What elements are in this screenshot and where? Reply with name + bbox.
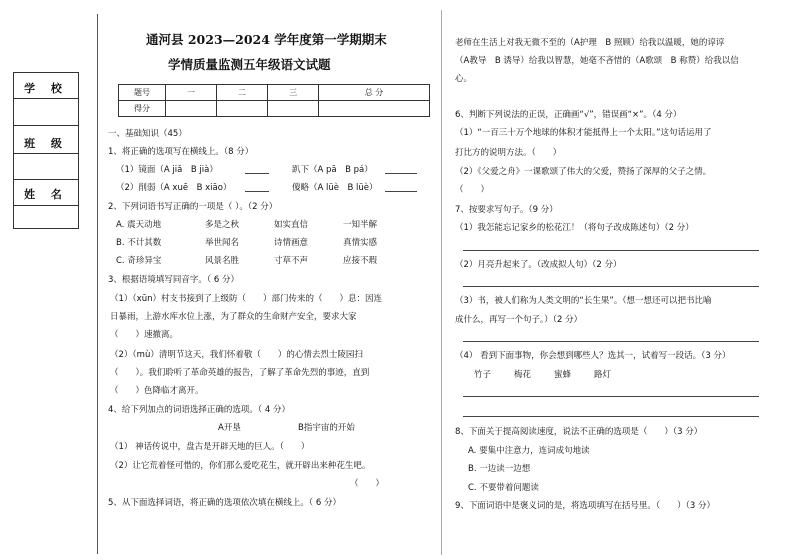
school-label: 学 校 bbox=[24, 82, 68, 95]
q3-text: （ ）速撤离。 bbox=[110, 330, 179, 340]
q1-item: （1）镜面（A jiǎ B jià） bbox=[116, 165, 218, 175]
student-info-box bbox=[13, 72, 79, 229]
q2-option: B. 不计其数 bbox=[116, 238, 162, 248]
divider bbox=[14, 125, 78, 126]
score-header: 题号 bbox=[119, 85, 166, 101]
q2-option: 应接不瑕 bbox=[343, 256, 378, 266]
q4-text: （ ） bbox=[350, 479, 385, 489]
q2-option: A. 震天动地 bbox=[116, 220, 162, 230]
q7-item: 梅花 bbox=[514, 370, 532, 380]
binding-line bbox=[97, 14, 98, 554]
score-cell[interactable] bbox=[217, 101, 268, 117]
q4-option: B指宇宙的开始 bbox=[298, 423, 355, 433]
question-8: 8、下面关于提高阅读速度，说法不正确的选项是（ ）（3 分） bbox=[455, 427, 703, 437]
question-9: 9、下面词语中是褒义词的是，将选项填写在括号里。（ ）（3 分） bbox=[455, 501, 716, 511]
q4-option: A开垦 bbox=[218, 423, 241, 433]
q2-option: 诗情画意 bbox=[274, 238, 309, 248]
q2-option: 寸草不声 bbox=[274, 256, 309, 266]
q7-item: 路灯 bbox=[594, 370, 612, 380]
divider bbox=[14, 205, 78, 206]
q8-option: C. 不要带着问题读 bbox=[468, 483, 539, 493]
q6-text: 打比方的说明方法。（ ） bbox=[455, 148, 562, 158]
answer-line[interactable] bbox=[245, 191, 269, 192]
score-cell[interactable] bbox=[268, 101, 319, 117]
q7-text: 成什么，再写一个句子。）（2 分） bbox=[455, 315, 583, 325]
q7-text: （1）我怎能忘记家乡的松花江！（将句子改成陈述句）（2 分） bbox=[455, 223, 694, 233]
q2-option: 多是之秋 bbox=[205, 220, 240, 230]
answer-line[interactable] bbox=[245, 173, 269, 174]
q3-text: （1）（xūn）村支书接到了上级防（ ）部门传来的（ ）息：因连 bbox=[110, 294, 382, 304]
answer-line[interactable] bbox=[463, 250, 759, 251]
q7-item: 蜜蜂 bbox=[554, 370, 572, 380]
q7-text: （2）月亮升起来了。（改成拟人句）（2 分） bbox=[455, 260, 622, 270]
column-divider bbox=[441, 10, 442, 555]
question-4: 4、给下列加点的词语选择正确的选项。（ 4 分） bbox=[108, 405, 290, 415]
answer-line[interactable] bbox=[463, 416, 759, 417]
q8-option: B. 一边读一边想 bbox=[468, 464, 531, 474]
q1-item: （2）削弱（A xuē B xiāo） bbox=[116, 183, 232, 193]
score-cell[interactable] bbox=[319, 101, 430, 117]
q5-text: （A教导 B 诱导）给我以智慧，她毫不吝惜的（A歌颂 B 称赞）给我以信 bbox=[455, 56, 739, 66]
answer-line[interactable] bbox=[463, 396, 759, 397]
score-table bbox=[118, 84, 430, 117]
q3-text: （ ）色降临才离开。 bbox=[110, 386, 204, 396]
question-5: 5、从下面选择词语，将正确的选项依次填在横线上。（ 6 分） bbox=[108, 498, 341, 508]
exam-title-line1: 通河县 2023—2024 学年度第一学期期末 bbox=[146, 32, 387, 47]
q1-item: 趴下（A pā B pá） bbox=[292, 165, 373, 175]
q3-text: 日暴雨，上游水库水位上涨，为了群众的生命财产安全，要求大家 bbox=[110, 312, 357, 322]
question-7: 7、按要求写句子。（9 分） bbox=[455, 205, 558, 215]
question-6: 6、判断下列说法的正误，正确画“√”，错误画“×”。（4 分） bbox=[455, 110, 682, 120]
q1-item: 傻略（A lüè B lüè） bbox=[292, 183, 378, 193]
score-header: 一 bbox=[166, 85, 217, 101]
divider bbox=[14, 98, 78, 99]
q3-text: （2）（mù）清明节这天，我们怀着敬（ ）的心情去烈士陵园扫 bbox=[110, 350, 363, 360]
answer-line[interactable] bbox=[463, 341, 759, 342]
class-label: 班 级 bbox=[24, 137, 68, 150]
q7-text: （3）书，被人们称为人类文明的“长生果”。（想一想还可以把书比喻 bbox=[455, 296, 712, 306]
score-header: 二 bbox=[217, 85, 268, 101]
answer-line[interactable] bbox=[385, 173, 417, 174]
q2-option: 一知半解 bbox=[343, 220, 378, 230]
section-heading: 一、基础知识（45） bbox=[108, 129, 187, 139]
answer-line[interactable] bbox=[385, 191, 417, 192]
q4-text: （2）让它荒着怪可惜的，你们那么爱吃花生，就开辟出来种花生吧。 bbox=[110, 461, 371, 471]
score-cell[interactable] bbox=[166, 101, 217, 117]
name-label: 姓 名 bbox=[24, 188, 68, 201]
q8-option: A. 要集中注意力，连词成句地读 bbox=[468, 446, 590, 456]
q2-option: 举世闻名 bbox=[205, 238, 240, 248]
answer-line[interactable] bbox=[463, 286, 759, 287]
score-header: 总 分 bbox=[319, 85, 430, 101]
score-row-label: 得分 bbox=[119, 101, 166, 117]
question-3: 3、根据语境填写同音字。（ 6 分） bbox=[108, 275, 239, 285]
q6-text: （1）“一百三十万个地球的体积才能抵得上一个太阳。”这句话运用了 bbox=[455, 128, 712, 138]
question-1: 1、将正确的选项写在横线上。（8 分） bbox=[108, 147, 254, 157]
q5-text: 老师在生活上对我无微不至的（A护理 B 照顾）给我以温暖，她的谆谆 bbox=[455, 38, 725, 48]
q6-text: （2）《父爱之舟》一课歌颂了伟大的父爱，赞扬了深厚的父子之情。 bbox=[455, 167, 712, 177]
question-2: 2、下列词语书写正确的一项是（ ）。（2 分） bbox=[108, 202, 278, 212]
q2-option: C. 奇珍异宝 bbox=[116, 256, 162, 266]
score-header: 三 bbox=[268, 85, 319, 101]
q5-text: 心。 bbox=[455, 74, 473, 84]
q6-text: （ ） bbox=[455, 185, 490, 195]
q2-option: 风景名胜 bbox=[205, 256, 240, 266]
exam-title-line2: 学情质量监测五年级语文试题 bbox=[168, 57, 331, 72]
q7-item: 竹子 bbox=[474, 370, 492, 380]
q2-option: 真情实感 bbox=[343, 238, 378, 248]
q2-option: 如实直信 bbox=[274, 220, 309, 230]
q7-text: （4） 看到下面事物，你会想到哪些人？选其一，试着写一段话。（3 分） bbox=[455, 351, 731, 361]
q3-text: （ ）。我们聆听了革命英雄的报告，了解了革命先烈的事迹，直到 bbox=[110, 368, 370, 378]
divider bbox=[14, 153, 78, 154]
q4-text: （1） 神话传说中，盘古是开辟天地的巨人。（ ） bbox=[110, 442, 310, 452]
divider bbox=[14, 179, 78, 180]
